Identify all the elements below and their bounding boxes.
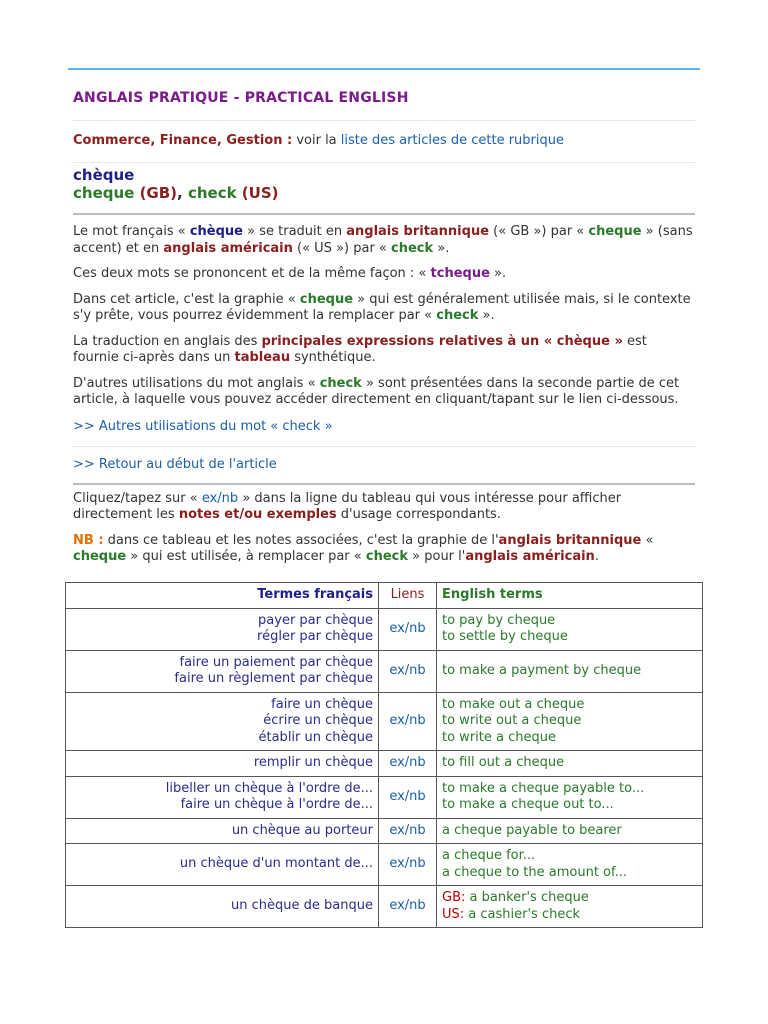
english-term: [442, 907, 697, 924]
english-term: a cheque for...: [442, 848, 536, 863]
rubric-line: [73, 133, 700, 148]
heading-sep: ,: [177, 184, 188, 202]
table-row: [66, 608, 703, 650]
english-term: to settle by cheque: [442, 629, 568, 644]
divider: [73, 120, 695, 121]
english-terms-cell: [437, 818, 703, 844]
french-term: un chèque de banque: [231, 898, 373, 914]
heading-french-word: chèque: [73, 166, 135, 184]
intro-paragraph-3: Dans cet article, c'est la graphie « cheque » qui est généralement utilisée mais, si le contexte s'y prête, vous pourrez évidemment la remplacer par « check ».: [73, 291, 691, 323]
table-row: [66, 776, 703, 818]
divider: [73, 446, 695, 447]
french-term: faire un paiement par chèque: [179, 654, 373, 670]
english-terms-cell: [437, 776, 703, 818]
instructions-paragraph: Cliquez/tapez sur « ex/nb » dans la ligne du tableau qui vous intéresse pour afficher directement les notes et/ou exemples d'usage correspondants.: [73, 490, 622, 522]
nb-paragraph: NB : dans ce tableau et les notes associées, c'est la graphie de l'anglais britannique « cheque » qui est utilisée, à remplacer par « check » pour l'anglais américain.: [73, 532, 654, 564]
heading-gb-tag: (GB): [134, 184, 178, 202]
french-term: établir un chèque: [258, 729, 373, 745]
variant-tag: US:: [442, 906, 465, 922]
examples-notes-link[interactable]: ex/nb: [379, 844, 437, 886]
header-english-terms: English terms: [437, 583, 703, 609]
top-divider: [68, 68, 700, 70]
table-row: [66, 751, 703, 777]
english-term: [442, 890, 697, 907]
rubric-articles-link[interactable]: liste des articles de cette rubrique: [340, 133, 564, 148]
section-divider: [73, 483, 695, 485]
article-heading: [68, 166, 700, 202]
french-terms-cell: [66, 608, 379, 650]
english-term: a cheque payable to bearer: [442, 822, 622, 838]
french-term: faire un chèque à l'ordre de...: [180, 797, 373, 812]
heading-english-words: [73, 184, 700, 202]
french-term: faire un chèque: [271, 696, 373, 712]
heading-us-word: check: [187, 184, 237, 202]
english-term: to make a cheque payable to...: [442, 780, 645, 796]
intro-paragraph-2: Ces deux mots se prononcent et de la même façon : « tcheque ».: [73, 266, 507, 281]
intro-paragraph-5: D'autres utilisations du mot anglais « check » sont présentées dans la seconde partie de cet article, à laquelle vous pouvez accéder directement en cliquant/tapant sur le lien ci-dessous.: [73, 375, 680, 407]
other-uses-link[interactable]: >> Autres utilisations du mot « check »: [73, 418, 333, 434]
english-term: to write a cheque: [442, 729, 556, 745]
examples-notes-link[interactable]: ex/nb: [379, 751, 437, 777]
english-terms-cell: [437, 886, 703, 928]
english-term: to make a cheque out to...: [442, 797, 614, 812]
header-french-terms: Termes français: [66, 583, 379, 609]
variant-tag: GB:: [442, 890, 466, 905]
table-header-row: [66, 583, 703, 609]
french-term: régler par chèque: [257, 629, 373, 644]
english-term: to make a payment by cheque: [442, 662, 642, 678]
intro-paragraph-1: Le mot français « chèque » se traduit en anglais britannique (« GB ») par « cheque » (sans accent) et en anglais américain (« US ») par « check ».: [73, 224, 693, 256]
english-terms-cell: [437, 650, 703, 692]
examples-notes-link[interactable]: ex/nb: [379, 818, 437, 844]
table-row: [66, 844, 703, 886]
french-terms-cell: [66, 650, 379, 692]
french-terms-cell: [66, 844, 379, 886]
heading-us-tag: (US): [236, 184, 279, 202]
english-terms-cell: [437, 751, 703, 777]
section-divider: [73, 213, 695, 215]
examples-notes-link[interactable]: ex/nb: [379, 650, 437, 692]
english-term: to fill out a cheque: [442, 755, 565, 770]
french-terms-cell: [66, 818, 379, 844]
heading-gb-word: cheque: [73, 184, 135, 202]
french-term: un chèque d'un montant de...: [179, 856, 373, 872]
table-row: [66, 886, 703, 928]
french-terms-cell: [66, 886, 379, 928]
table-body: [66, 608, 703, 928]
french-terms-cell: [66, 692, 379, 751]
english-term: to pay by cheque: [442, 612, 556, 628]
variant-term: a banker's cheque: [465, 890, 589, 905]
header-links: Liens: [379, 583, 437, 609]
english-terms-cell: [437, 692, 703, 751]
english-term: to write out a cheque: [442, 713, 582, 728]
rubric-category: Commerce, Finance, Gestion :: [73, 133, 293, 148]
french-terms-cell: [66, 751, 379, 777]
examples-notes-link[interactable]: ex/nb: [379, 608, 437, 650]
intro-paragraph-4: La traduction en anglais des principales expressions relatives à un « chèque » est fournie ci-après dans un tableau synthétique.: [73, 333, 647, 365]
english-term: a cheque to the amount of...: [442, 864, 628, 880]
site-title[interactable]: ANGLAIS PRATIQUE - PRACTICAL ENGLISH: [73, 90, 409, 106]
table-row: [66, 650, 703, 692]
back-to-top-link[interactable]: >> Retour au début de l'article: [73, 456, 277, 472]
article: [68, 68, 700, 566]
table-row: [66, 818, 703, 844]
french-term: écrire un chèque: [263, 713, 373, 728]
english-terms-cell: [437, 608, 703, 650]
table-row: [66, 692, 703, 751]
examples-notes-link[interactable]: ex/nb: [379, 692, 437, 751]
french-term: faire un règlement par chèque: [174, 671, 373, 686]
examples-notes-link[interactable]: ex/nb: [379, 776, 437, 818]
french-term: un chèque au porteur: [231, 822, 373, 838]
english-terms-cell: [437, 844, 703, 886]
french-terms-cell: [66, 776, 379, 818]
french-term: remplir un chèque: [253, 755, 373, 770]
variant-term: a cashier's check: [464, 906, 581, 922]
examples-notes-link[interactable]: ex/nb: [379, 886, 437, 928]
french-term: libeller un chèque à l'ordre de...: [165, 780, 373, 796]
expressions-table: [65, 582, 703, 928]
divider: [73, 162, 695, 163]
rubric-voir: voir la: [292, 133, 341, 148]
french-term: payer par chèque: [258, 612, 373, 628]
english-term: to make out a cheque: [442, 696, 585, 712]
